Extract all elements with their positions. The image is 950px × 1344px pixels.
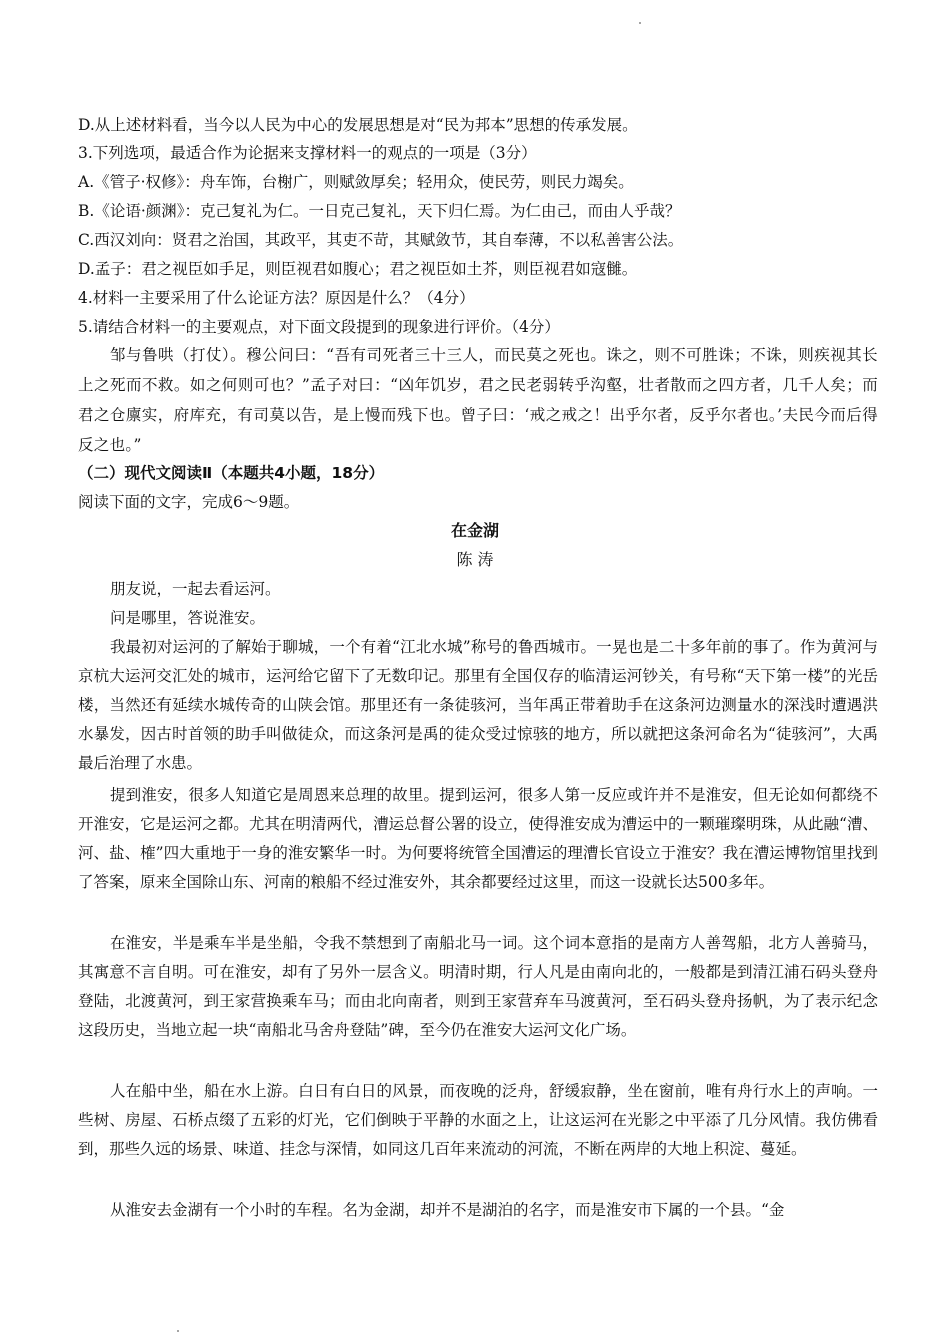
reading-instruction: 阅读下面的文字，完成6～9题。 [78, 493, 300, 511]
article-paragraph: 我最初对运河的了解始于聊城，一个有着“江北水城”称号的鲁西城市。一晃也是二十多年前的事了。作为黄河与京杭大运河交汇处的城市，运河给它留下了无数印记。那里有全国仅存的临清运河钞关，有号称“天下第一楼”的光岳楼，当然还有延续水城传奇的山陕会馆。那里还有一条徒骇河，当年禹正带着助手在这条河边测量水的深浅时遭遇洪水暴发，因古时首领的助手叫做徒众，而这条河是禹的徒众受过惊骇的地方，所以就把这条河命名为“徒骇河”，大禹最后治理了水患。 [78, 638, 878, 772]
scan-dot-bottom [177, 1330, 179, 1332]
question-5: 5.请结合材料一的主要观点，对下面文段提到的现象进行评价。（4分） [78, 318, 560, 336]
question-3-option-c: C.西汉刘向：贤君之治国，其政平，其吏不苛，其赋敛节，其自奉薄，不以私善害公法。 [78, 231, 684, 249]
option-d-previous: D.从上述材料看，当今以人民为中心的发展思想是对“民为邦本”思想的传承发展。 [78, 116, 638, 134]
question-3-option-a: A.《管子·权修》：舟车饰，台榭广，则赋敛厚矣；轻用众，使民劳，则民力竭矣。 [78, 173, 634, 191]
question-3-option-d: D.孟子：君之视臣如手足，则臣视君如腹心；君之视臣如土芥，则臣视君如寇雠。 [78, 260, 638, 278]
scan-dot-top [639, 22, 641, 24]
question-4: 4.材料一主要采用了什么论证方法？原因是什么？（4分） [78, 289, 475, 307]
article-paragraph: 人在船中坐，船在水上游。白日有白日的风景，而夜晚的泛舟，舒缓寂静，坐在窗前，唯有舟行水上的声响。一些树、房屋、石桥点缀了五彩的灯光，它们倒映于平静的水面之上，让这运河在光影之中平添了几分风情。我仿佛看到，那些久远的场景、味道、挂念与深情，如同这几百年来流动的河流，不断在两岸的大地上积淀、蔓延。 [78, 1082, 878, 1158]
article-paragraph: 从淮安去金湖有一个小时的车程。名为金湖，却并不是湖泊的名字，而是淮安市下属的一个县。“金 [110, 1201, 785, 1219]
question-5-passage: 邹与鲁哄（打仗）。穆公问曰：“吾有司死者三十三人，而民莫之死也。诛之，则不可胜诛；不诛，则疾视其长上之死而不救。如之何则可也？”孟子对曰：“凶年饥岁，君之民老弱转乎沟壑，壮者散而之四方者，几千人矣；而君之仓廪实，府库充，有司莫以告，是上慢而残下也。曾子曰：‘戒之戒之！出乎尔者，反乎尔者也。’夫民今而后得反之也。” [78, 346, 878, 454]
article-paragraph: 朋友说，一起去看运河。 [110, 580, 281, 598]
article-paragraph: 提到淮安，很多人知道它是周恩来总理的故里。提到运河，很多人第一反应或许并不是淮安，但无论如何都绕不开淮安，它是运河之都。尤其在明清两代，漕运总督公署的设立，使得淮安成为漕运中的一颗璀璨明珠，从此融“漕、河、盐、榷”四大重地于一身的淮安繁华一时。为何要将统管全国漕运的理漕长官设立于淮安？我在漕运博物馆里找到了答案，原来全国除山东、河南的粮船不经过淮安外，其余都要经过这里，而这一设就长达500多年。 [78, 786, 878, 891]
section-heading: （二）现代文阅读Ⅱ（本题共4小题，18分） [78, 464, 385, 482]
question-3-option-b: B.《论语·颜渊》：克己复礼为仁。一日克己复礼，天下归仁焉。为仁由己，而由人乎哉？ [78, 202, 681, 220]
article-title: 在金湖 [450, 521, 499, 540]
article-paragraph: 问是哪里，答说淮安。 [110, 609, 266, 627]
article-author: 陈 涛 [456, 550, 494, 569]
article-paragraph: 在淮安，半是乘车半是坐船，令我不禁想到了南船北马一词。这个词本意指的是南方人善驾船，北方人善骑马，其寓意不言自明。可在淮安，却有了另外一层含义。明清时期，行人凡是由南向北的，一般都是到清江浦石码头登舟登陆，北渡黄河，到王家营换乘车马；而由北向南者，则到王家营弃车马渡黄河，至石码头登舟扬帆，为了表示纪念这段历史，当地立起一块“南船北马舍舟登陆”碑，至今仍在淮安大运河文化广场。 [78, 934, 878, 1039]
question-3: 3.下列选项，最适合作为论据来支撑材料一的观点的一项是（3分） [78, 144, 537, 162]
